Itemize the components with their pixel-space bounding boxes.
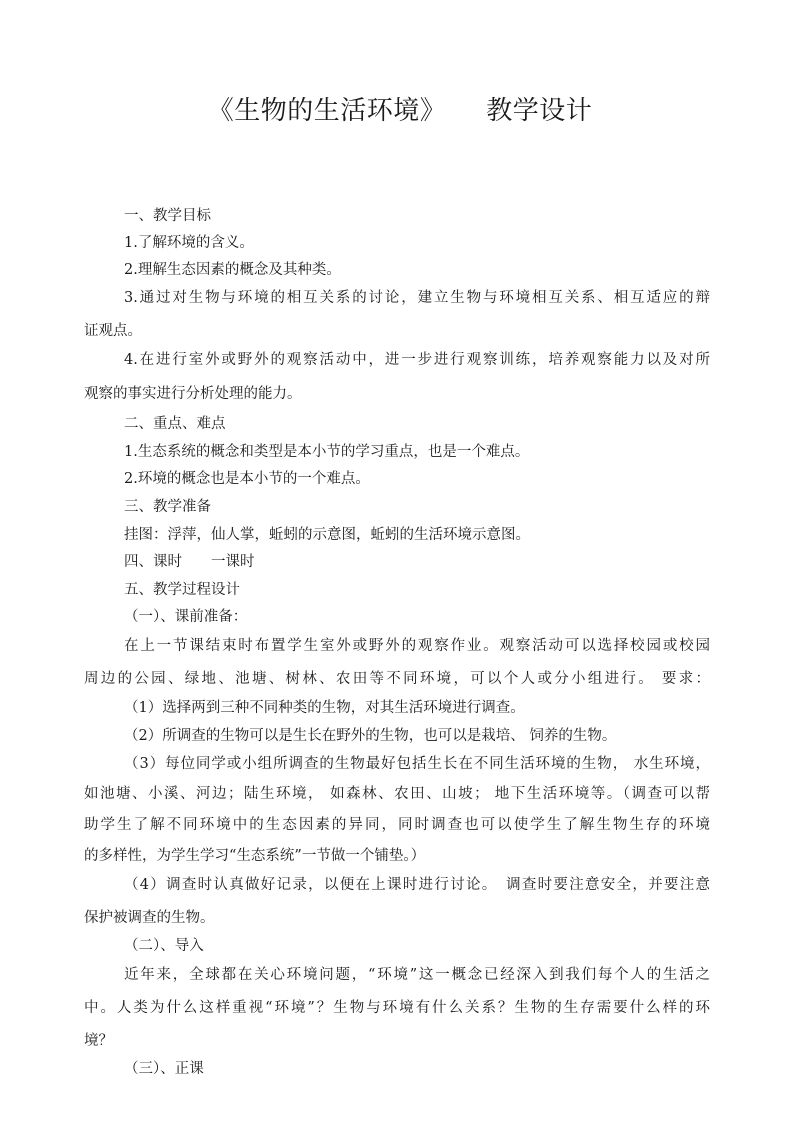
section-heading-preparation: 三、教学准备 (124, 499, 211, 515)
preparation-text: 挂图：浮萍，仙人掌，蚯蚓的示意图，蚯蚓的生活环境示意图。 (124, 527, 530, 543)
key-point-2: 2.环境的概念也是本小节的一个难点。 (124, 471, 370, 487)
objective-1: 1.了解环境的含义。 (124, 235, 254, 251)
objective-4: 4.在进行室外或野外的观察活动中，进一步进行观察训练，培养观察能力以及对所 (124, 352, 710, 368)
pre-class-paragraph-line-2: 周边的公园、绿地、池塘、树林、农田等不同环境，可以个人或分小组进行。 要求： (84, 671, 710, 687)
requirement-4-line-1: （4）调查时认真做好记录，以便在上课时进行讨论。 调查时要注意安全，并要注意 (124, 877, 710, 893)
introduction-line-2: 中。人类为什么这样重视“环境”？生物与环境有什么关系？生物的生存需要什么样的环 (84, 1000, 710, 1016)
section-heading-process: 五、教学过程设计 (124, 582, 240, 598)
objective-4-continuation: 观察的事实进行分析处理的能力。 (84, 386, 302, 402)
pre-class-paragraph-line-1: 在上一节课结束时布置学生室外或野外的观察作业。观察活动可以选择校园或校园 (124, 638, 710, 654)
key-point-1: 1.生态系统的概念和类型是本小节的学习重点，也是一个难点。 (124, 444, 530, 460)
section-heading-objectives: 一、教学目标 (124, 208, 211, 224)
requirement-3-line-1: （3）每位同学或小组所调查的生物最好包括生长在不同生活环境的生物， 水生环境， (124, 756, 710, 772)
section-heading-key-points: 二、重点、难点 (124, 416, 226, 432)
introduction-line-1: 近年来，全球都在关心环境问题，“环境”这一概念已经深入到我们每个人的生活之 (124, 967, 710, 983)
objective-3: 3.通过对生物与环境的相互关系的讨论，建立生物与环境相互关系、相互适应的辩 (124, 290, 710, 306)
document-title: 《生物的生活环境》 教学设计 (207, 96, 593, 126)
subsection-pre-class: （一）、课前准备： (124, 609, 248, 625)
subsection-main-lesson: （三）、正课 (124, 1061, 204, 1077)
requirement-1: （1）选择两到三种不同种类的生物，对其生活环境进行调查。 (124, 700, 525, 716)
objective-2: 2.理解生态因素的概念及其种类。 (124, 262, 341, 278)
objective-3-continuation: 证观点。 (84, 323, 142, 339)
requirement-3-line-3: 助学生了解不同环境中的生态因素的异同，同时调查也可以使学生了解生物生存的环境 (84, 817, 710, 833)
subsection-introduction: （二）、导入 (124, 938, 204, 954)
requirement-2: （2）所调查的生物可以是生长在野外的生物，也可以是栽培、 饲养的生物。 (124, 728, 617, 744)
requirement-3-line-2: 如池塘、小溪、河边；陆生环境， 如森林、农田、山坡； 地下生活环境等。（调查可以帮 (84, 786, 710, 802)
section-heading-class-hours: 四、课时 一课时 (124, 554, 255, 570)
introduction-line-3: 境？ (84, 1033, 113, 1049)
requirement-4-line-2: 保护被调查的生物。 (84, 910, 215, 926)
requirement-3-line-4: 的多样性，为学生学习“生态系统”一节做一个铺垫。） (84, 848, 426, 864)
